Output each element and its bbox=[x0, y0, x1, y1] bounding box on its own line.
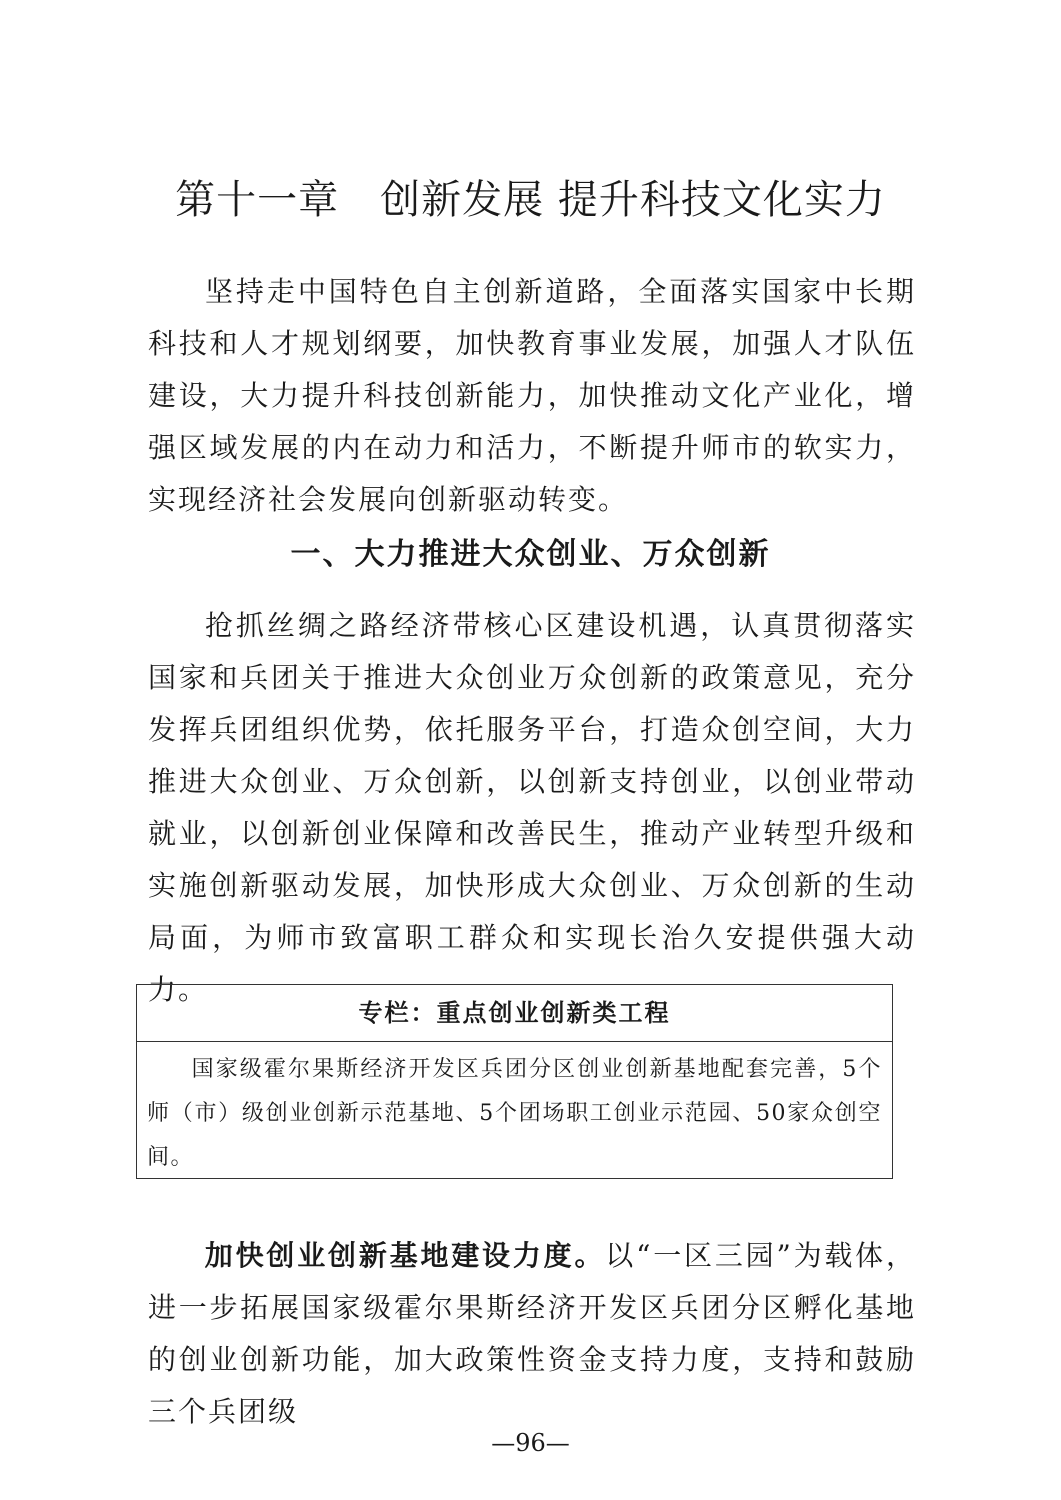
subsection-lead: 加快创业创新基地建设力度。 bbox=[204, 1239, 606, 1272]
intro-paragraph bbox=[148, 266, 916, 526]
intro-text: 坚持走中国特色自主创新道路，全面落实国家中长期科技和人才规划纲要，加快教育事业发展，加强人才队伍建设，大力提升科技创新能力，加快推动文化产业化，增强区域发展的内在动力和活力，不断提升师市的软实力，实现经济社会发展向创新驱动转变。 bbox=[148, 275, 916, 516]
section-text: 抢抓丝绸之路经济带核心区建设机遇，认真贯彻落实国家和兵团关于推进大众创业万众创新的政策意见，充分发挥兵团组织优势，依托服务平台，打造众创空间，大力推进大众创业、万众创新，以创新支持创业，以创业带动就业，以创新创业保障和改善民生，推动产业转型升级和实施创新驱动发展，加快形成大众创业、万众创新的生动局面，为师市致富职工群众和实现长治久安提供强大动力。 bbox=[148, 609, 916, 1006]
subsection-paragraph bbox=[148, 1230, 916, 1438]
section-title: 一、大力推进大众创业、万众创新 bbox=[290, 537, 771, 572]
column-box-body bbox=[137, 1042, 892, 1180]
subsection-text: 以“一区三园”为载体，进一步拓展国家级霍尔果斯经济开发区兵团分区孵化基地的创业创新功能，加大政策性资金支持力度，支持和鼓励三个兵团级 bbox=[148, 1239, 916, 1428]
section-paragraph bbox=[148, 600, 916, 1016]
chapter-title: 第十一章 创新发展 提升科技文化实力 bbox=[175, 177, 886, 223]
column-box-title: 专栏：重点创业创新类工程 bbox=[137, 985, 892, 1042]
column-box-text: 国家级霍尔果斯经济开发区兵团分区创业创新基地配套完善，5个师（市）级创业创新示范基地、5个团场职工创业示范园、50家众创空间。 bbox=[147, 1057, 882, 1170]
page-number: —96— bbox=[491, 1429, 570, 1457]
column-box bbox=[136, 984, 893, 1179]
